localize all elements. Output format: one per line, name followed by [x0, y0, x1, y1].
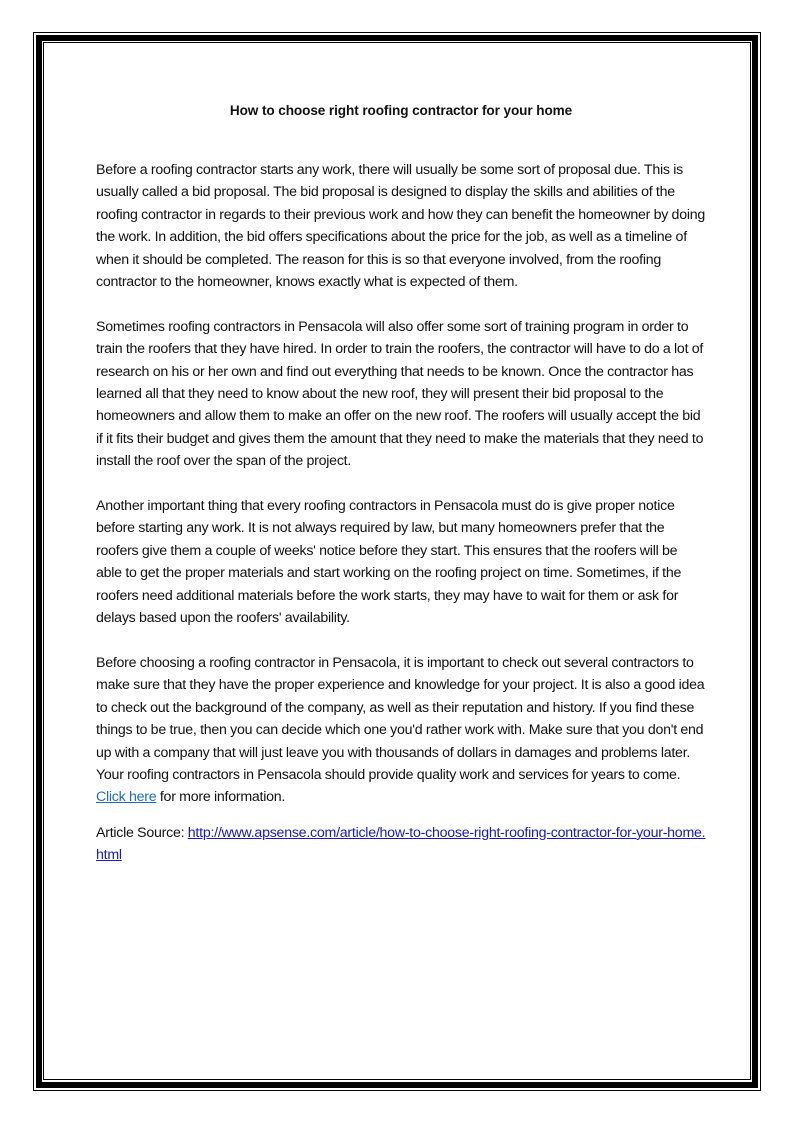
paragraph-training-program: Sometimes roofing contractors in Pensacola will also offer some sort of training program in order to train the roofers that they have hired. In order to train the roofers, the contractor will have to do a lot of research on his or her own and find out everything that needs to be known. Once the contractor has learned all that they need to know about the new roof, they will present their bid proposal to the homeowners and allow them to make an offer on the new roof. The roofers will usually accept the bid if it fits their budget and gives them the amount that they need to make the materials that they need to install the roof over the span of the project.: [96, 318, 704, 470]
article-source: [96, 822, 706, 867]
paragraph-choosing-contractor: [96, 652, 706, 809]
paragraph-proper-notice: Another important thing that every roofing contractors in Pensacola must do is give proper notice before starting any work. It is not always required by law, but many homeowners prefer that the roofers give them a couple of weeks' notice before they start. This ensures that the roofers will be able to get the proper materials and start working on the roofing project on time. Sometimes, if the roofers need additional materials before the work starts, they may have to wait for them or ask for delays based upon the roofers' availability.: [96, 498, 682, 627]
paragraph-text: Before choosing a roofing contractor in Pensacola, it is important to check out several contractors to make sure that they have the proper experience and knowledge for your project. It is also a good idea to check out the background of the company, as well as their reputation and history. If you find these things to be true, then you can decide which one you'd rather work with. Make sure that you don't end up with a company that will just leave you with thousands of dollars in damages and problems later. Your roofing contractors in Pensacola should provide quality work and services for years to come.: [96, 654, 705, 783]
paragraph-text-after-link: for more information.: [156, 789, 286, 806]
paragraph-bid-proposal: Before a roofing contractor starts any work, there will usually be some sort of proposal due. This is usually called a bid proposal. The bid proposal is designed to display the skills and abilities of the roofing contractor in regards to their previous work and how they can benefit the homeowner by doing the work. In addition, the bid offers specifications about the price for the job, as well as a timeline of when it should be completed. The reason for this is so that everyone involved, from the roofing contractor to the homeowner, knows exactly what is expected of them.: [96, 162, 706, 291]
click-here-link[interactable]: Click here: [96, 789, 157, 806]
article-source-link[interactable]: http://www.apsense.com/article/how-to-choose-right-roofing-contractor-for-your-home.html: [96, 824, 706, 864]
document-body: [96, 100, 706, 889]
document-title: How to choose right roofing contractor for your home: [229, 103, 573, 118]
article-source-label: Article Source:: [96, 824, 188, 841]
